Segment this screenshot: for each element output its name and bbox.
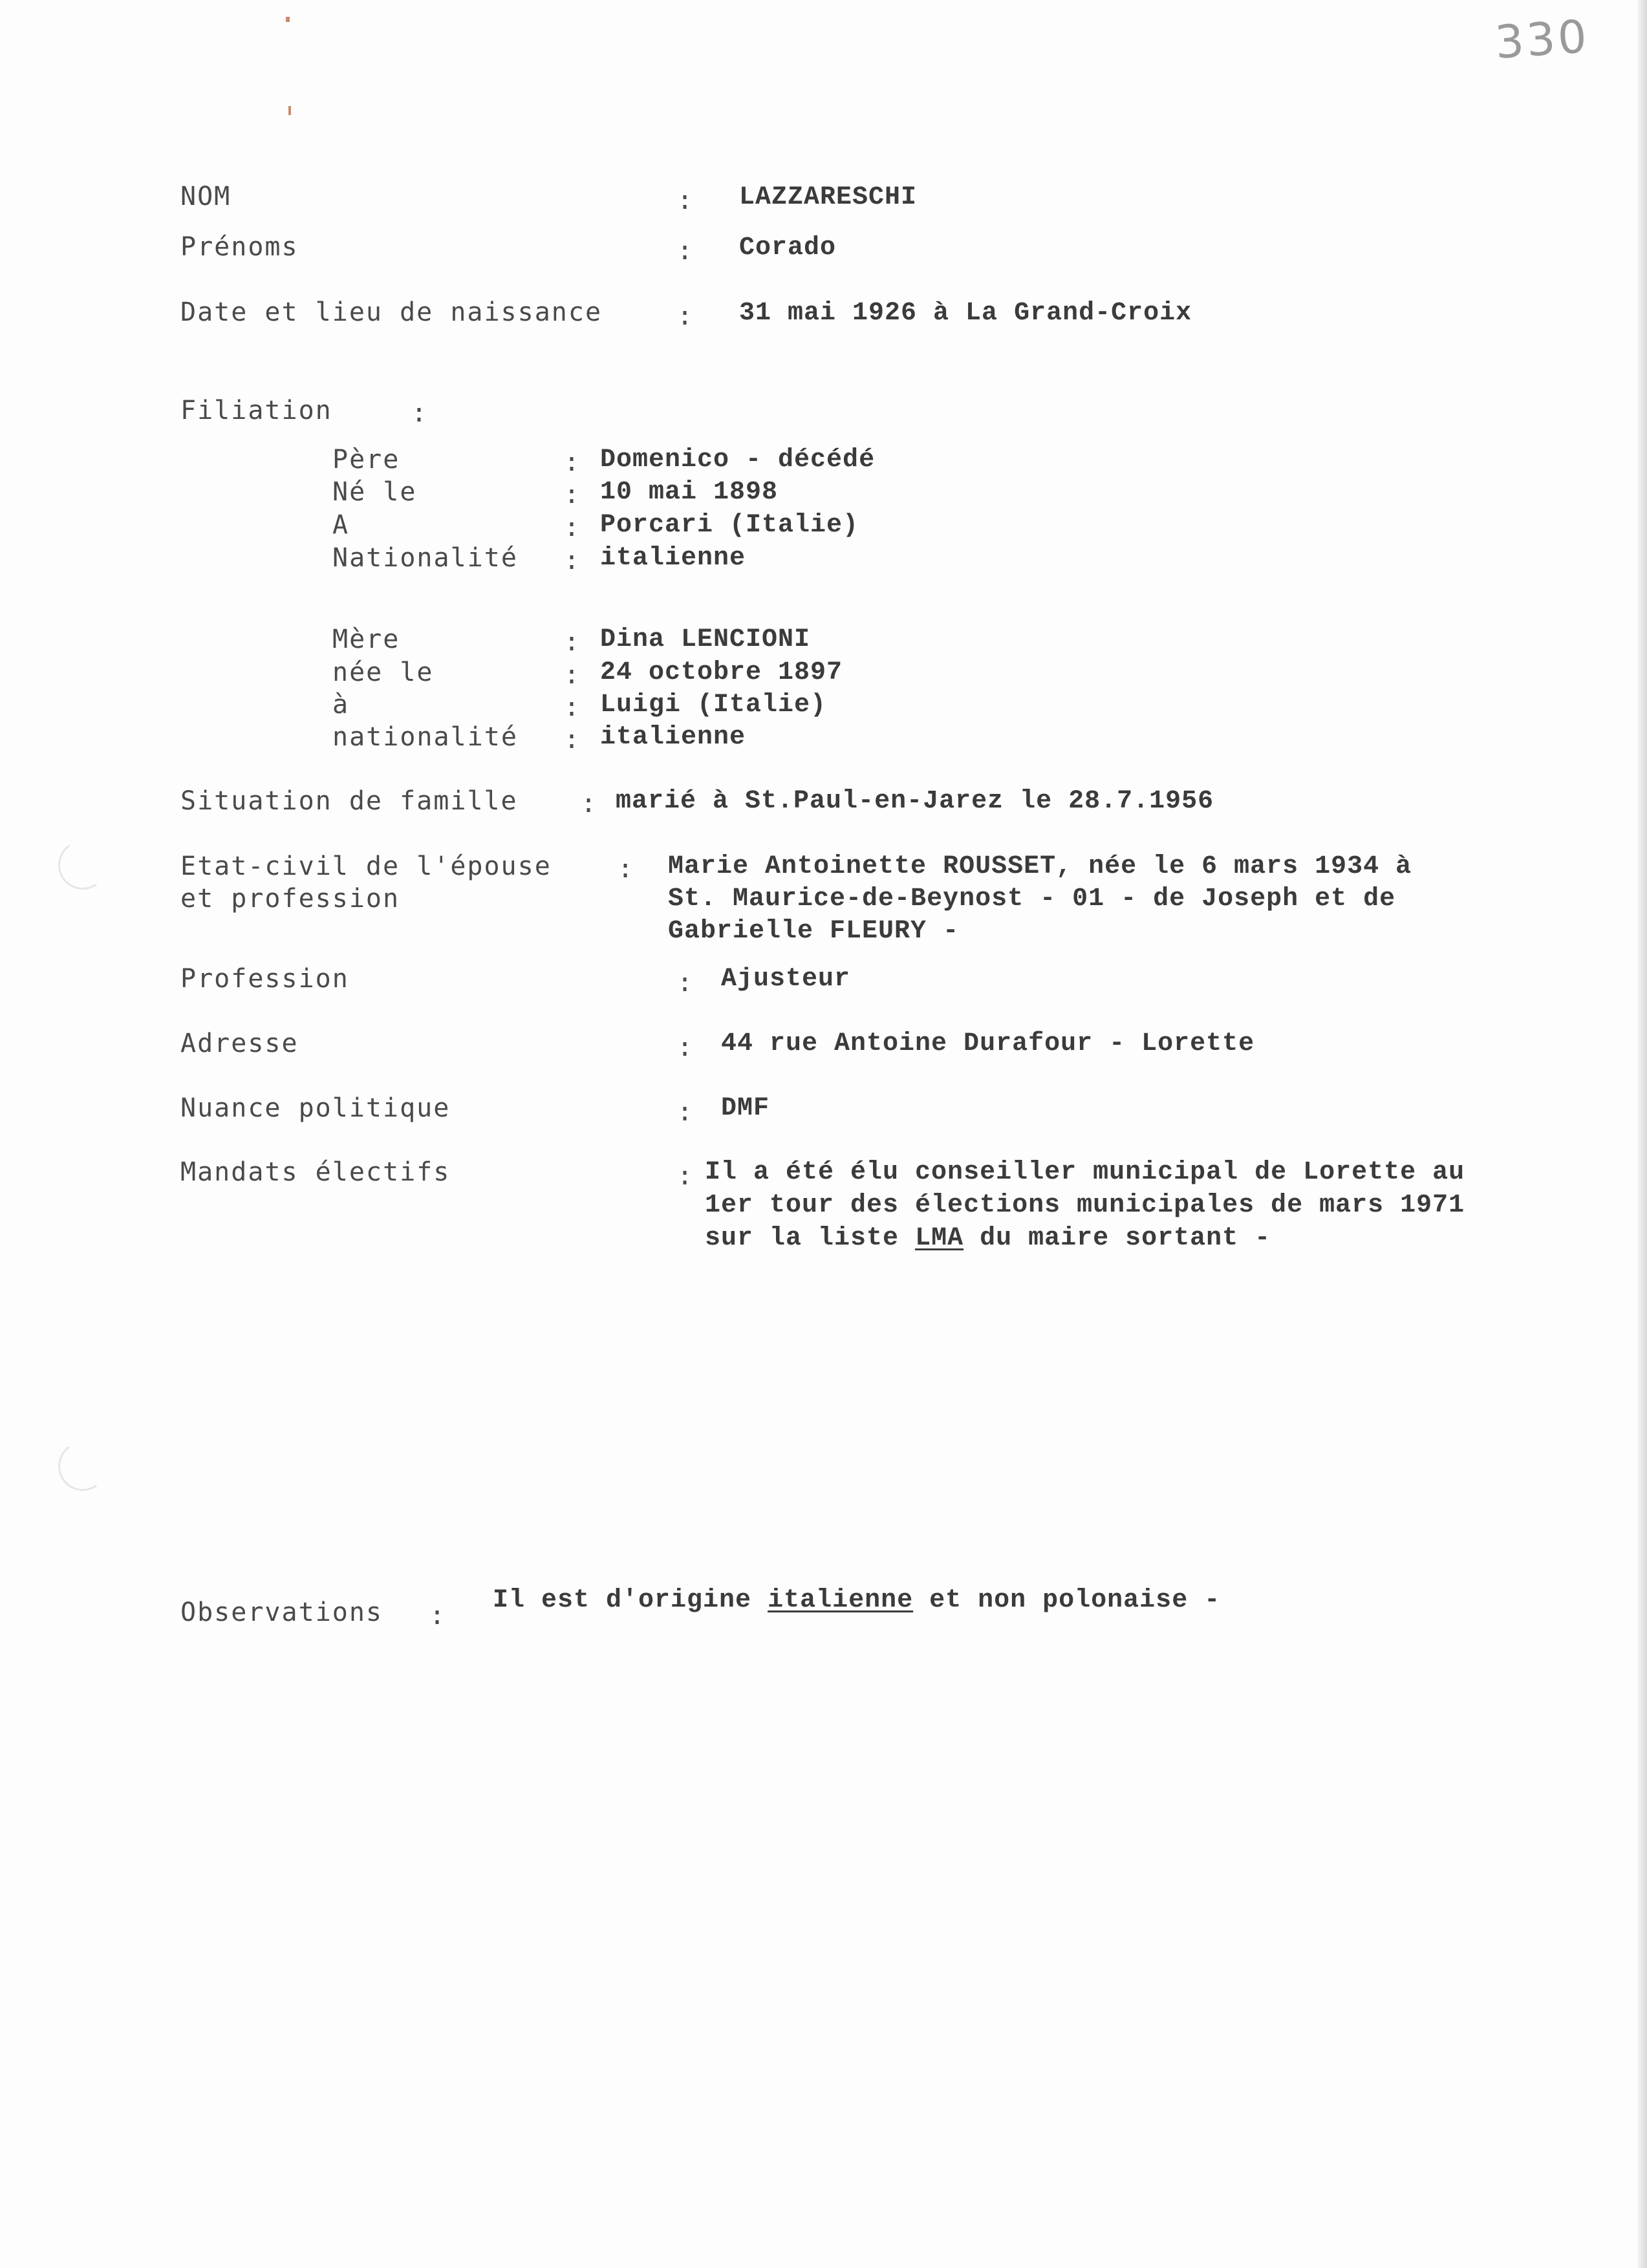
situation-label: Situation de famille <box>180 786 518 816</box>
pere-ne-le-value: 10 mai 1898 <box>600 478 779 507</box>
mere-nee-le-value: 24 octobre 1897 <box>600 658 843 687</box>
profession-value: Ajusteur <box>721 965 851 994</box>
colon: : <box>564 725 580 754</box>
nom-label: NOM <box>180 182 231 211</box>
adresse-value: 44 rue Antoine Durafour - Lorette <box>721 1029 1255 1058</box>
page-number: 330 <box>1493 10 1591 69</box>
colon: : <box>564 546 580 575</box>
colon: : <box>564 513 580 542</box>
list-name: LMA <box>915 1224 964 1253</box>
colon: : <box>564 447 580 477</box>
colon: : <box>677 1161 693 1191</box>
punch-hole <box>54 837 111 893</box>
mandats-label: Mandats électifs <box>180 1157 451 1187</box>
naissance-label: Date et lieu de naissance <box>180 297 603 327</box>
nuance-value: DMF <box>721 1094 770 1123</box>
pere-label: Père <box>332 445 400 475</box>
colon: : <box>677 301 693 331</box>
colon: : <box>429 1601 446 1631</box>
epouse-line-2: St. Maurice-de-Beynost - 01 - de Joseph et de <box>668 884 1396 914</box>
colon: : <box>581 789 597 818</box>
mere-value: Dina LENCIONI <box>600 625 811 654</box>
pere-ne-le-label: Né le <box>332 477 417 507</box>
colon: : <box>677 968 693 998</box>
mandats-line-1: Il a été élu conseiller municipal de Lorette au <box>705 1158 1465 1187</box>
mandats-line-3-pre: sur la liste <box>705 1224 916 1253</box>
observations-post: et non polonaise - <box>913 1586 1221 1615</box>
naissance-value: 31 mai 1926 à La Grand-Croix <box>739 299 1192 328</box>
prenoms-label: Prénoms <box>180 232 299 262</box>
observations-emph: italienne <box>768 1586 914 1615</box>
punch-hole <box>54 1438 111 1495</box>
mandats-line-2: 1er tour des élections municipales de mars 1971 <box>705 1191 1465 1220</box>
mere-a-value: Luigi (Italie) <box>600 690 827 720</box>
mere-nationalite-value: italienne <box>600 723 746 752</box>
prenoms-value: Corado <box>739 233 837 262</box>
observations-value <box>493 1588 1220 1614</box>
colon: : <box>564 480 580 509</box>
pere-nationalite-value: italienne <box>600 544 746 573</box>
colon: : <box>677 186 693 215</box>
filiation-label: Filiation <box>180 396 332 425</box>
observations-label: Observations <box>180 1598 383 1627</box>
colon: : <box>564 660 580 690</box>
pere-nationalite-label: Nationalité <box>332 543 518 573</box>
nuance-label: Nuance politique <box>180 1093 451 1123</box>
colon: : <box>677 1032 693 1062</box>
mere-nationalite-label: nationalité <box>332 722 518 752</box>
page-edge <box>1638 0 1647 2268</box>
colon: : <box>618 854 634 884</box>
situation-value: marié à St.Paul-en-Jarez le 28.7.1956 <box>616 787 1214 816</box>
mere-label: Mère <box>332 625 400 654</box>
epouse-profession-label: et profession <box>180 884 400 914</box>
pere-name: Domenico - décédé <box>600 445 876 475</box>
adresse-label: Adresse <box>180 1029 299 1058</box>
observations-pre: Il est d'origine <box>493 1586 768 1615</box>
mere-nee-le-label: née le <box>332 658 434 687</box>
colon: : <box>564 627 580 657</box>
epouse-line-1: Marie Antoinette ROUSSET, née le 6 mars 1934 à <box>668 852 1412 881</box>
mandats-line-3-post: du maire sortant - <box>963 1224 1271 1253</box>
colon: : <box>677 236 693 266</box>
nom-value: LAZZARESCHI <box>739 183 918 212</box>
pere-a-label: A <box>332 510 350 540</box>
mandats-line-3 <box>705 1226 1271 1252</box>
epouse-line-3: Gabrielle FLEURY - <box>668 917 960 946</box>
pere-value <box>600 447 875 473</box>
pere-a-value: Porcari (Italie) <box>600 511 859 540</box>
epouse-label: Etat-civil de l'épouse <box>180 851 552 881</box>
mere-a-label: à <box>332 690 350 720</box>
colon: : <box>411 398 427 428</box>
colon: : <box>564 692 580 722</box>
paper-mark <box>286 17 290 22</box>
profession-label: Profession <box>180 964 349 994</box>
paper-mark <box>288 106 291 115</box>
colon: : <box>677 1097 693 1127</box>
